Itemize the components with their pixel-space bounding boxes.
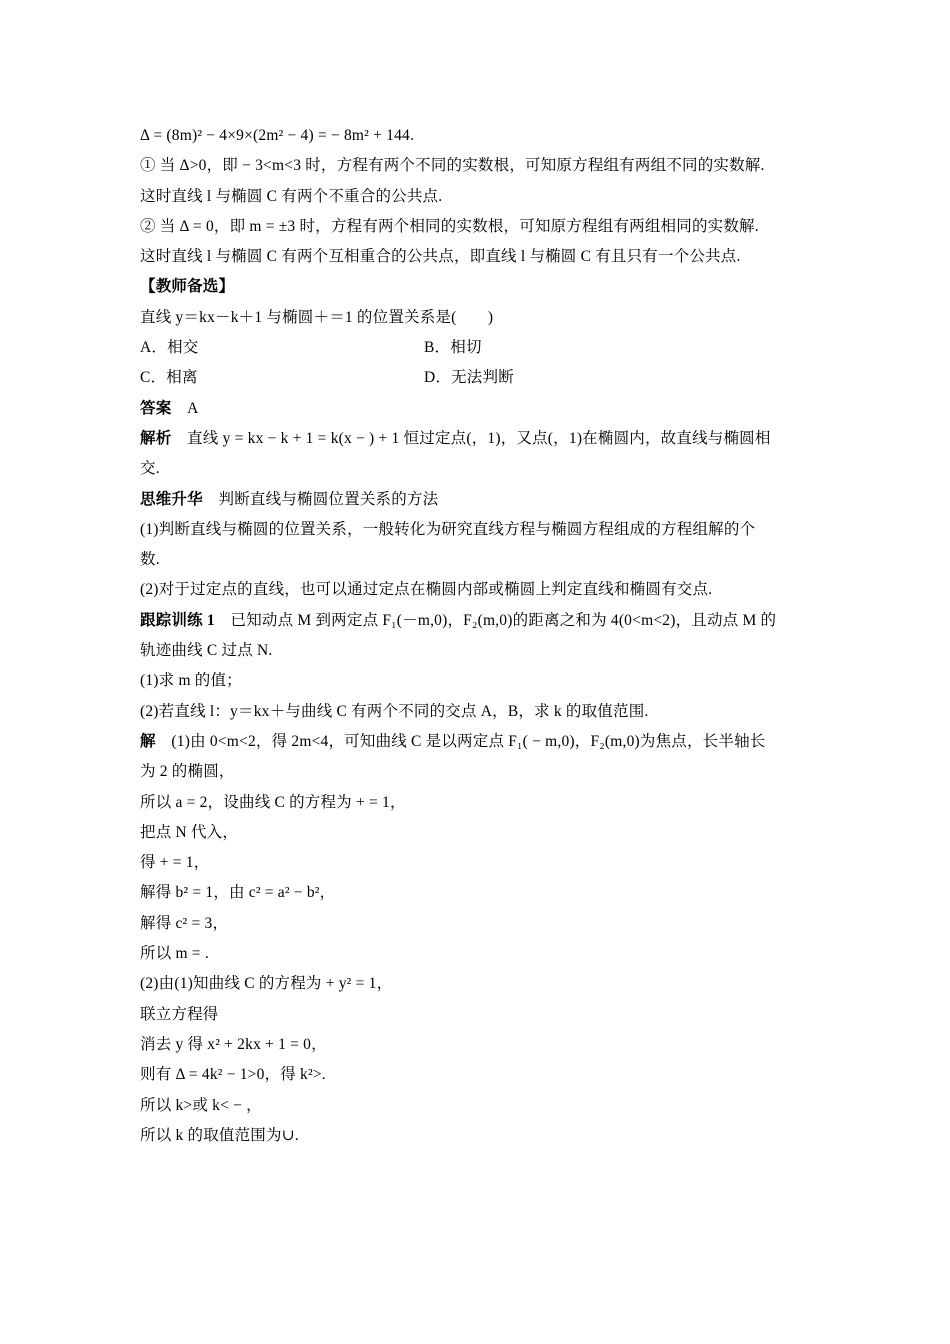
solution-step: 所以 k 的取值范围为∪. — [140, 1126, 299, 1144]
solution-text: (1)由 0<m<2，得 2m<4，可知曲线 C 是以两定点 F₁( − m,0)，F₂(m,0)为焦点，长半轴长 — [171, 732, 766, 750]
practice-line-2: 轨迹曲线 C 过点 N. — [140, 642, 273, 660]
solution-step: 解得 c² = 3， — [140, 914, 229, 932]
solution-step: (2)由(1)知曲线 C 的方程为 + y² = 1， — [140, 975, 393, 993]
analysis-label: 解析 — [140, 429, 172, 447]
case-two-conclusion: 这时直线 l 与椭圆 C 有两个互相重合的公共点，即直线 l 与椭圆 C 有且只有一个公共点. — [140, 248, 741, 266]
option-a: A．相交 — [140, 339, 199, 357]
solution-step: 把点 N 代入， — [140, 823, 239, 841]
analysis-line — [140, 424, 820, 454]
solution-line — [140, 727, 820, 757]
solution-step: 所以 m = . — [140, 945, 209, 963]
solution-step: 解得 b² = 1，由 c² = a² − b²， — [140, 884, 336, 902]
document-body — [140, 121, 820, 1151]
practice-question-1: (1)求 m 的值； — [140, 672, 242, 690]
option-d: D．无法判断 — [424, 369, 514, 387]
solution-step: 则有 Δ = 4k² − 1>0，得 k²>. — [140, 1066, 326, 1084]
summary-item-1-cont: 数. — [140, 551, 160, 569]
summary-heading-line — [140, 485, 820, 515]
option-c: C．相离 — [140, 369, 198, 387]
practice-line — [140, 606, 820, 636]
summary-item-2: (2)对于过定点的直线，也可以通过定点在椭圆内部或椭圆上判定直线和椭圆有交点. — [140, 581, 713, 599]
discriminant-line: Δ = (8m)² − 4×9×(2m² − 4) = − 8m² + 144. — [140, 127, 415, 144]
summary-item-1: (1)判断直线与椭圆的位置关系，一般转化为研究直线方程与椭圆方程组成的方程组解的个 — [140, 520, 756, 538]
solution-step: 所以 a = 2，设曲线 C 的方程为 + = 1， — [140, 793, 406, 811]
solution-step: 得 + = 1， — [140, 854, 210, 872]
options-row-2 — [140, 363, 820, 393]
solution-step: 消去 y 得 x² + 2kx + 1 = 0， — [140, 1035, 327, 1053]
teacher-section-heading: 【教师备选】 — [140, 278, 235, 296]
case-one-line: ① 当 Δ>0，即 − 3<m<3 时，方程有两个不同的实数根，可知原方程组有两组不同的实数解. — [140, 157, 765, 175]
case-two-line: ② 当 Δ = 0，即 m = ±3 时，方程有两个相同的实数根，可知原方程组有两组相同的实数解. — [140, 217, 759, 235]
analysis-continuation: 交. — [140, 460, 160, 478]
answer-label: 答案 — [140, 399, 172, 417]
solution-step: 联立方程得 — [140, 1005, 219, 1023]
option-b: B．相切 — [424, 339, 482, 357]
teacher-question: 直线 y＝kx－k＋1 与椭圆＋＝1 的位置关系是( ) — [140, 308, 494, 326]
practice-text: 已知动点 M 到两定点 F₁(－m,0)，F₂(m,0)的距离之和为 4(0<m<2)，且动点 M 的 — [230, 611, 777, 629]
solution-step: 所以 k>或 k< − ， — [140, 1096, 262, 1114]
solution-label: 解 — [140, 732, 156, 750]
case-one-conclusion: 这时直线 l 与椭圆 C 有两个不重合的公共点. — [140, 187, 443, 205]
analysis-text: 直线 y = kx − k + 1 = k(x − ) + 1 恒过定点(，1)，又点(，1)在椭圆内，故直线与椭圆相 — [187, 429, 771, 447]
answer-line — [140, 394, 820, 424]
solution-step: 为 2 的椭圆， — [140, 763, 235, 781]
answer-value: A — [187, 399, 199, 417]
options-row-1 — [140, 333, 820, 363]
summary-label: 思维升华 — [140, 490, 203, 508]
practice-label: 跟踪训练 1 — [140, 611, 215, 629]
summary-title: 判断直线与椭圆位置关系的方法 — [218, 490, 439, 508]
practice-question-2: (2)若直线 l：y＝kx＋与曲线 C 有两个不同的交点 A，B，求 k 的取值范围. — [140, 702, 649, 720]
